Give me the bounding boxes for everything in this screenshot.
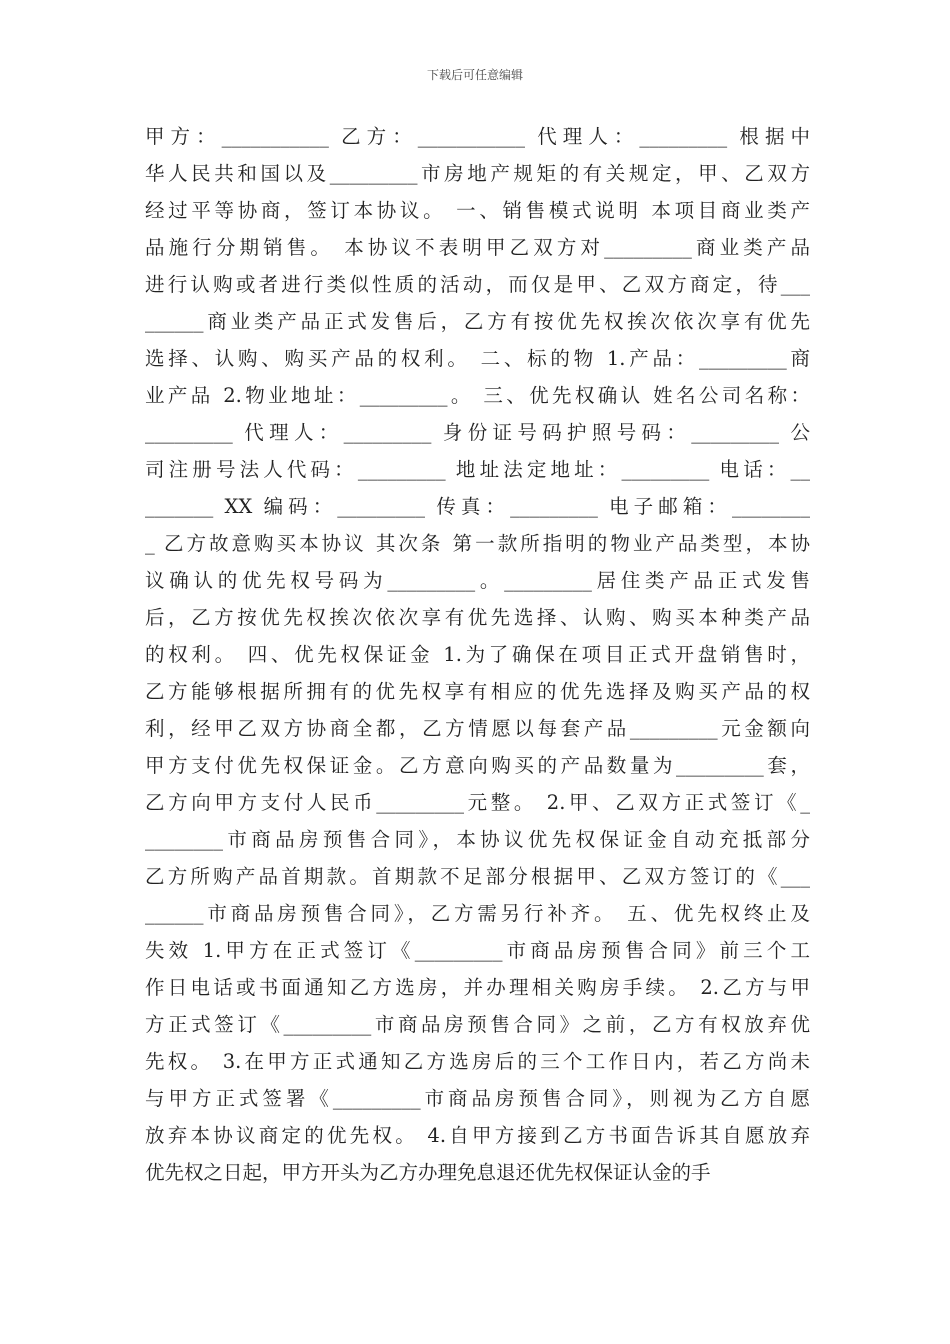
body-line: 司注册号法人代码：_________ 地址法定地址：_________ 电话：__ xyxy=(145,458,810,481)
body-line: 乙方能够根据所拥有的优先权享有相应的优先选择及购买产品的权 xyxy=(145,680,810,703)
body-line: 优先权之日起，甲方开头为乙方办理免息退还优先权保证认金的手 xyxy=(145,1161,711,1184)
body-line: 议确认的优先权号码为_________。_________居住类产品正式发售 xyxy=(145,569,810,592)
body-line: 利，经甲乙双方协商全都，乙方情愿以每套产品_________元金额向 xyxy=(145,717,810,740)
body-line: _ 乙方故意购买本协议 其次条 第一款所指明的物业产品类型，本协 xyxy=(145,532,810,555)
body-line: _______ XX 编码：_________ 传真：_________ 电子邮箱：________ xyxy=(145,495,810,518)
body-line: 与甲方正式签署《_________市商品房预售合同》，则视为乙方自愿 xyxy=(145,1087,810,1110)
body-line: 先权。 3.在甲方正式通知乙方选房后的三个工作日内，若乙方尚未 xyxy=(145,1050,810,1073)
page-header: 下载后可任意编辑 xyxy=(426,68,523,82)
body-line: 后，乙方按优先权挨次依次享有优先选择、认购、购买本种类产品 xyxy=(145,606,810,629)
body-line: 甲方支付优先权保证金。乙方意向购买的产品数量为_________套， xyxy=(145,754,810,777)
agreement-body xyxy=(145,118,810,1191)
body-line: 方正式签订《_________市商品房预售合同》之前，乙方有权放弃优 xyxy=(145,1013,810,1036)
body-line: ________市商品房预售合同》，本协议优先权保证金自动充抵部分 xyxy=(145,828,810,851)
body-line: 乙方所购产品首期款。首期款不足部分根据甲、乙双方签订的《___ xyxy=(145,865,810,888)
body-line: 甲方：___________ 乙方：___________ 代理人：_________ 根据中 xyxy=(145,125,810,148)
body-line: 业产品 2.物业地址：_________。 三、优先权确认 姓名公司名称： xyxy=(145,384,810,407)
body-line: 放弃本协议商定的优先权。 4.自甲方接到乙方书面告诉其自愿放弃 xyxy=(145,1124,810,1147)
body-line: 的权利。 四、优先权保证金 1.为了确保在项目正式开盘销售时， xyxy=(145,643,810,666)
body-line: 乙方向甲方支付人民币_________元整。 2.甲、乙双方正式签订《_ xyxy=(145,791,810,814)
body-line: 经过平等协商，签订本协议。 一、销售模式说明 本项目商业类产 xyxy=(145,199,810,222)
body-line: _________ 代理人：_________ 身份证号码护照号码：_________ 公 xyxy=(145,421,810,444)
body-line: 进行认购或者进行类似性质的活动，而仅是甲、乙双方商定，待___ xyxy=(145,273,810,296)
body-line: 品施行分期销售。 本协议不表明甲乙双方对_________商业类产品 xyxy=(145,236,810,259)
body-line: ______商业类产品正式发售后，乙方有按优先权挨次依次享有优先 xyxy=(145,310,810,333)
body-line: 作日电话或书面通知乙方选房，并办理相关购房手续。 2.乙方与甲 xyxy=(145,976,810,999)
body-line: 失效 1.甲方在正式签订《_________市商品房预售合同》前三个工 xyxy=(145,939,810,962)
body-line: 选择、认购、购买产品的权利。 二、标的物 1.产品：_________商 xyxy=(145,347,810,370)
body-line: ______市商品房预售合同》，乙方需另行补齐。 五、优先权终止及 xyxy=(145,902,810,925)
body-line: 华人民共和国以及_________市房地产规矩的有关规定，甲、乙双方 xyxy=(145,162,810,185)
